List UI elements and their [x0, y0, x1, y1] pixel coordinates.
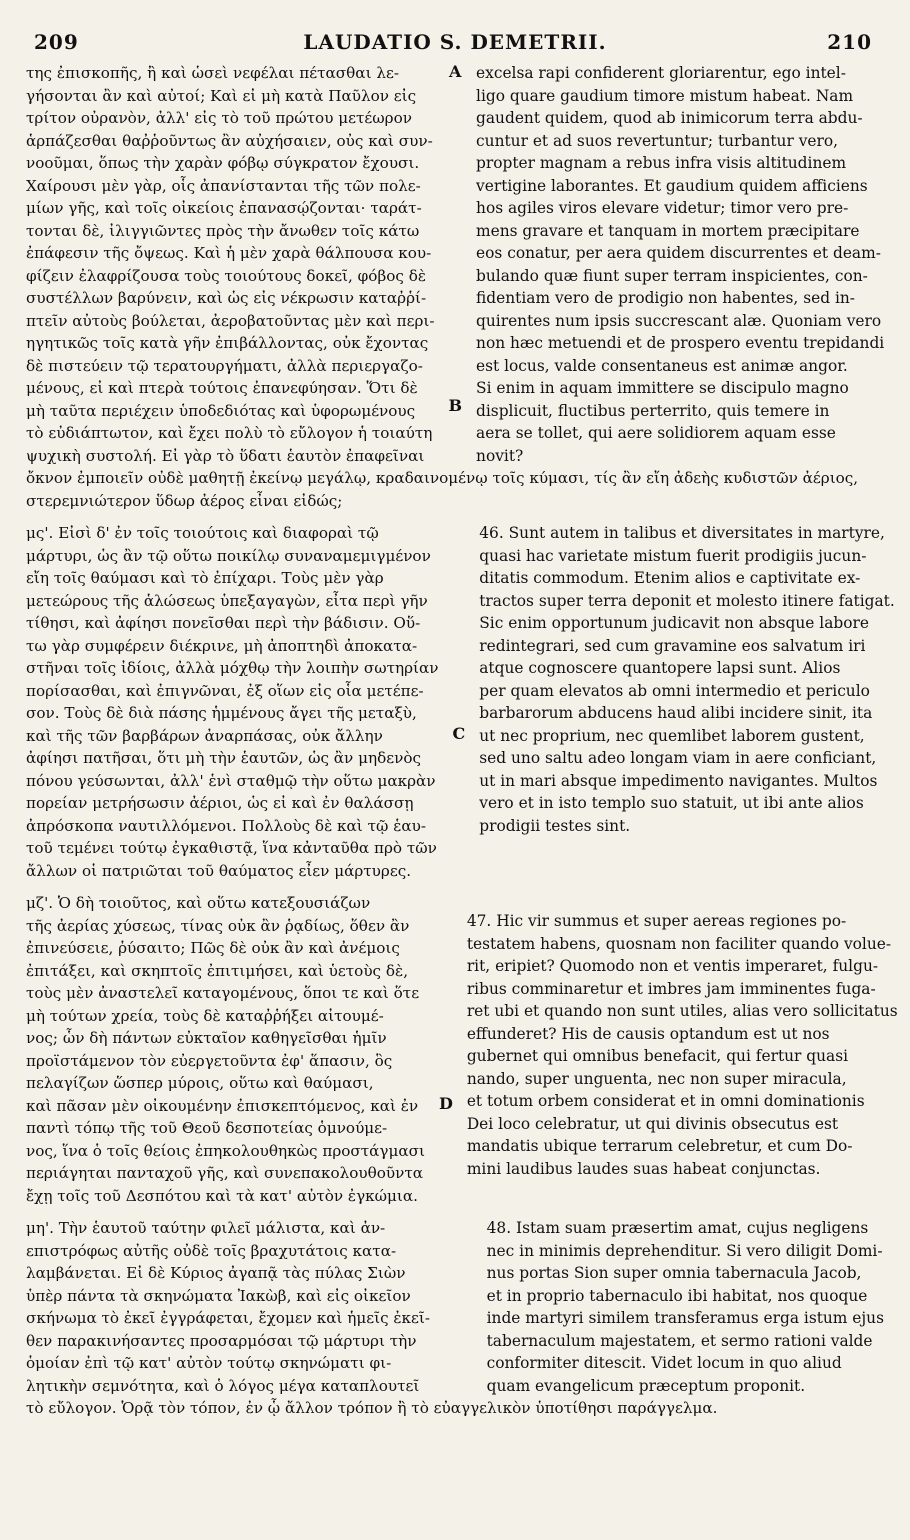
- greek-text-line: μζ'. Ὁ δὴ τοιοῦτος, καὶ οὕτω κατεξουσιάζων: [26, 894, 371, 912]
- latin-text-line: mens gravare et tanquam in mortem præcipitare: [476, 221, 860, 240]
- greek-text-line: πορείαν μετρήσωσιν ἀέριοι, ὡς εἰ καὶ ἐν θαλάσσῃ: [26, 794, 414, 812]
- greek-text-line: πορίσασθαι, καὶ ἐπιγνῶναι, ἐξ οἵων εἰς οἷα μετέπε-: [26, 681, 424, 700]
- latin-column: [476, 62, 884, 467]
- latin-column: [479, 522, 894, 837]
- section-4: [26, 1217, 884, 1397]
- running-header: [26, 22, 884, 62]
- right-page-number: 210: [827, 30, 872, 54]
- latin-text-line: per quam elevatos ab omni intermedio et periculo: [479, 681, 870, 700]
- marker-b: B: [448, 396, 463, 415]
- greek-text-line: τίθησι, καὶ ἀφίησι πονεῖσθαι περὶ τὴν βάδισιν. Οὕ-: [26, 614, 421, 632]
- greek-text-line: ψυχικὴ συστολή. Εἰ γὰρ τὸ ὕδατι ἑαυτὸν ἐπαφεῖναι: [26, 446, 425, 465]
- greek-text-line: καὶ τῆς τῶν βαρβάρων ἀναρπάσας, οὐκ ἄλλην: [26, 726, 383, 745]
- latin-text-line: eos conatur, per aera quidem discurrentes et deam-: [476, 244, 881, 262]
- greek-text-line: μένους, εἰ καὶ πτερὰ τούτοις ἐπανεφύησαν. Ὅτι δὲ: [26, 379, 418, 397]
- greek-text-line: ηγητικῶς τοῖς κατὰ γῆν ἐπιβάλλοντας, οὐκ ἔχοντας: [26, 334, 429, 352]
- greek-text-line: ὁμοίαν ἐπὶ τῷ κατ' αὐτὸν τούτῳ σκηνώματι φι-: [26, 1354, 392, 1372]
- latin-text-line: testatem habens, quosnam non faciliter quando volue-: [466, 934, 892, 953]
- latin-text-line: conformiter ditescit. Videt locum in quo aliud: [486, 1354, 842, 1372]
- latin-text-line: nando, super unguenta, nec non super miracula,: [466, 1069, 847, 1088]
- greek-text-line: τὸ εὔλογον. Ὁρᾷ τὸν τόπον, ἐν ᾧ ἄλλον τρόπον ἢ τὸ εὐαγγελικὸν ὑποτίθησι παράγγελμα.: [26, 1399, 718, 1417]
- greek-text-line: τοῦ τεμένει τούτῳ ἐγκαθιστᾷ, ἵνα κἀνταῦθα πρὸ τῶν: [26, 839, 437, 857]
- greek-text-line: σον. Τοὺς δὲ διὰ πάσης ἡμμένους ἄγει τῆς μεταξὺ,: [26, 704, 417, 722]
- greek-text-line: ἐπιτάξει, καὶ σκηπτοῖς ἐπιτιμήσει, καὶ ὑετοὺς δὲ,: [26, 961, 409, 980]
- latin-text-line: tabernaculum majestatem, et sermo rationi valde: [486, 1331, 873, 1350]
- latin-text-line: et in proprio tabernaculo ibi habitat, nos quoque: [486, 1286, 868, 1305]
- latin-text-line: rit, eripiet? Quomodo non et ventis imperaret, fulgu-: [466, 957, 879, 975]
- greek-text-line: παντὶ τόπῳ τῆς τοῦ Θεοῦ δεσποτείας ὁμνούμε-: [26, 1119, 388, 1137]
- greek-column: [26, 62, 435, 467]
- greek-text-line: θεν παρακινήσαντες προσαρμόσαι τῷ μάρτυρι τὴν: [26, 1331, 417, 1350]
- running-title: LAUDATIO S. DEMETRII.: [303, 30, 607, 54]
- latin-text-line: quirentes num ipsis succrescant alæ. Quoniam vero: [476, 311, 882, 330]
- latin-text-line: ligo quare gaudium timore mistum habeat. Nam: [476, 86, 854, 105]
- latin-text-line: Dei loco celebratur, ut qui divinis obsecutus est: [466, 1114, 839, 1133]
- latin-text-line: novit?: [476, 446, 524, 465]
- latin-column: [487, 1217, 884, 1397]
- latin-text-line: hos agiles viros elevare videtur; timor vero pre-: [476, 199, 849, 217]
- greek-text-line: Χαίρουσι μὲν γὰρ, οἷς ἀπανίστανται τῆς τῶν πολε-: [26, 176, 421, 195]
- latin-text-line: 46. Sunt autem in talibus et diversitates in martyre,: [479, 524, 885, 542]
- latin-text-line: non hæc metuendi et de prospero eventu trepidandi: [476, 334, 885, 352]
- greek-text-line: μὴ ταῦτα περιέχειν ὑποδεδιότας καὶ ὑφορωμένους: [26, 401, 416, 420]
- latin-text-line: displicuit, fluctibus perterrito, quis temere in: [476, 401, 830, 420]
- latin-text-line: mini laudibus laudes suas habeat conjunctas.: [466, 1159, 821, 1178]
- greek-text-line: γήσονται ἂν καὶ αὐτοί; Καὶ εἰ μὴ κατὰ Παῦλον εἰς: [26, 86, 417, 105]
- greek-text-line: συστέλλων βαρύνειν, καὶ ὡς εἰς νέκρωσιν καταῤῥί-: [26, 289, 427, 307]
- marker-a: A: [449, 62, 462, 81]
- greek-text-line: πελαγίζων ὥσπερ μύροις, οὕτω καὶ θαύμασι,: [26, 1074, 374, 1092]
- greek-text-line: ἁρπάζεσθαι θαῤῥοῦντως ἂν αὐχήσαιεν, οὐς καὶ συν-: [26, 131, 433, 150]
- greek-text-line: λαμβάνεται. Εἰ δὲ Κύριος ἀγαπᾷ τὰς πύλας Σιὼν: [26, 1264, 406, 1282]
- greek-text-line: λητικὴν σεμνότητα, καὶ ὁ λόγος μέγα καταπλουτεῖ: [26, 1376, 420, 1395]
- greek-text-line: τὸ εὐδιάπτωτον, καὶ ἔχει πολὺ τὸ εὔλογον ἡ τοιαύτη: [26, 424, 433, 442]
- greek-text-line: ἀπρόσκοπα ναυτιλλόμενοι. Πολλοὺς δὲ καὶ τῷ ἑαυ-: [26, 816, 426, 835]
- greek-text-line: μς'. Εἰσὶ δ' ἐν τοῖς τοιούτοις καὶ διαφοραὶ τῷ: [26, 524, 379, 542]
- greek-text-line: νοοῦμαι, ὅπως τὴν χαρὰν φόβῳ σύγκρατον ἔχουσι.: [26, 154, 420, 172]
- latin-text-line: mandatis ubique terrarum celebretur, et cum Do-: [466, 1137, 853, 1155]
- latin-text-line: redintegrari, sed cum gravamine eos salvatum iri: [479, 636, 866, 655]
- greek-full-width: [26, 1397, 884, 1420]
- greek-text-line: μίων γῆς, καὶ τοῖς οἰκείοις ἐπανασῴζονται· ταράτ-: [26, 199, 422, 217]
- latin-text-line: fidentiam vero de prodigio non habentes, sed in-: [476, 289, 855, 307]
- marker-d: D: [438, 1094, 453, 1113]
- greek-text-line: επιστρόφως αὐτῆς οὐδὲ τοῖς βραχυτάτοις κατα-: [26, 1241, 397, 1260]
- latin-text-line: ret ubi et quando non sunt utiles, alias vero sollicitatus: [466, 1002, 898, 1020]
- greek-text-line: μὴ τούτων χρεία, τοὺς δὲ καταῤῥήξει αἰτουμέ-: [26, 1006, 384, 1025]
- greek-text-line: εἴη τοῖς θαύμασι καὶ τὸ ἐπίχαρι. Τοὺς μὲν γὰρ: [26, 569, 384, 587]
- latin-text-line: nus portas Sion super omnia tabernacula Jacob,: [486, 1264, 862, 1282]
- greek-text-line: καὶ πᾶσαν μὲν οἰκουμένην ἐπισκεπτόμενος, καὶ ἐν: [26, 1096, 419, 1115]
- latin-text-line: atque cognoscere quantopere lapsi sunt. Alios: [479, 659, 841, 677]
- latin-text-line: et totum orbem considerat et in omni dominationis: [466, 1092, 865, 1110]
- greek-text-line: πτεῖν αὐτοὺς βούλεται, ἀεροβατοῦντας μὲν καὶ περι-: [26, 311, 435, 330]
- latin-text-line: aera se tollet, qui aere solidiorem aquam esse: [476, 424, 836, 442]
- margin-markers: [453, 522, 466, 743]
- latin-text-line: vero et in isto templo suo statuit, ut ibi ante alios: [479, 794, 864, 812]
- section-2: [26, 522, 895, 882]
- latin-text-line: est locus, valde consentaneus est animæ angor.: [476, 356, 848, 375]
- latin-text-line: Si enim in aquam immittere se discipulo magno: [476, 379, 849, 397]
- greek-column: [26, 892, 425, 1207]
- latin-text-line: vertigine laborantes. Et gaudium quidem afficiens: [476, 176, 868, 195]
- greek-text-line: στῆναι τοῖς ἰδίοις, ἀλλὰ μόχθῳ τὴν λοιπὴν σωτηρίαν: [26, 659, 439, 677]
- margin-markers: [449, 62, 463, 415]
- greek-text-line: νος; ὧν δὴ πάντων εὐκταῖον καθηγεῖσθαι ἡμῖν: [26, 1029, 387, 1047]
- latin-text-line: ut in mari absque impedimento navigantes. Multos: [479, 771, 878, 790]
- greek-text-line: ὑπὲρ πάντα τὰ σκηνώματα Ἰακὼβ, καὶ εἰς οἰκεῖον: [26, 1286, 411, 1305]
- marker-c: C: [452, 724, 466, 743]
- greek-text-line: νος, ἵνα ὁ τοῖς θείοις ἐπηκολουθηκὼς προστάγμασι: [26, 1141, 425, 1160]
- latin-text-line: inde martyri similem transferamus erga istum ejus: [486, 1309, 884, 1327]
- greek-text-line: περιάγηται πανταχοῦ γῆς, καὶ συνεπακολουθοῦντα: [26, 1164, 423, 1182]
- greek-text-line: δὲ πιστεύειν τῷ τερατουργήματι, ἀλλὰ περιεργαζο-: [26, 356, 423, 375]
- latin-text-line: tractos super terra deponit et molesto itinere fatigat.: [479, 591, 895, 610]
- latin-text-line: propter magnam a rebus infra visis altitudinem: [476, 154, 847, 172]
- greek-column: [26, 1217, 441, 1397]
- greek-text-line: μάρτυρι, ὡς ἂν τῷ οὕτω ποικίλῳ συναναμεμιγμένον: [26, 546, 431, 565]
- latin-column: [467, 910, 898, 1180]
- latin-text-line: nec in minimis deprehenditur. Si vero diligit Domi-: [486, 1241, 883, 1260]
- latin-text-line: ribus comminaretur et imbres jam imminentes fuga-: [466, 979, 876, 998]
- latin-text-line: barbarorum abducens haud alibi incidere sinit, ita: [479, 704, 873, 722]
- greek-text-line: τοὺς μὲν ἀναστελεῖ καταγομένους, ὅποι τε καὶ ὅτε: [26, 984, 420, 1002]
- greek-text-line: φίζειν ἐλαφρίζουσα τοὺς τοιούτους δοκεῖ, φόβος δὲ: [26, 266, 426, 285]
- greek-text-line: της ἐπισκοπῆς, ἢ καὶ ὡσεὶ νεφέλαι πέτασθαι λε-: [26, 64, 399, 82]
- latin-text-line: 48. Istam suam præsertim amat, cujus negligens: [486, 1219, 869, 1237]
- latin-text-line: cuntur et ad suos revertuntur; turbantur vero,: [476, 131, 839, 150]
- margin-markers: [439, 892, 453, 1113]
- greek-text-line: μη'. Τὴν ἑαυτοῦ ταύτην φιλεῖ μάλιστα, καὶ ἀν-: [26, 1219, 386, 1237]
- latin-text-line: gaudent quidem, quod ab inimicorum terra abdu-: [476, 109, 863, 127]
- greek-text-line: ἄλλων οἱ πατριῶται τοῦ θαύματος εἶεν μάρτυρες.: [26, 861, 412, 880]
- greek-text-line: τω γὰρ συμφέρειν διέκρινε, μὴ ἀποπτηδὶ ἀποκατα-: [26, 636, 418, 655]
- latin-text-line: Sic enim opportunum judicavit non absque labore: [479, 614, 869, 632]
- latin-text-line: 47. Hic vir summus et super aereas regiones po-: [466, 912, 847, 930]
- latin-text-line: ditatis commodum. Etenim alios e captivitate ex-: [479, 569, 861, 587]
- latin-text-line: quasi hac varietate mistum fuerit prodigiis jucun-: [479, 546, 867, 565]
- latin-text-line: prodigii testes sint.: [479, 816, 631, 835]
- latin-text-line: gubernet qui omnibus benefacit, qui fertur quasi: [466, 1047, 849, 1065]
- greek-full-width: [26, 467, 884, 512]
- greek-text-line: τονται δὲ, ἰλιγγιῶντες πρὸς τὴν ἄνωθεν τοῖς κάτω: [26, 221, 420, 240]
- greek-text-line: πόνου γεύσωνται, ἀλλ' ἑνὶ σταθμῷ τὴν οὕτω μακρὰν: [26, 771, 436, 790]
- greek-text-line: ἐπάφεσιν τῆς ὄψεως. Καὶ ἡ μὲν χαρὰ θάλπουσα κου-: [26, 244, 432, 262]
- section-3: [26, 892, 898, 1207]
- greek-text-line: ἀφίησι πατῆσαι, ὅτι μὴ τὴν ἑαυτῶν, ὡς ἂν μηδενὸς: [26, 749, 421, 767]
- left-page-number: 209: [34, 30, 79, 54]
- greek-text-line: τρίτον οὐρανὸν, ἀλλ' εἰς τὸ τοῦ πρώτου μετέωρον: [26, 109, 412, 127]
- greek-text-line: τῆς ἀερίας χύσεως, τίνας οὐκ ἂν ῥᾳδίως, ὅθεν ἂν: [26, 916, 410, 935]
- greek-text-line: μετεώρους τῆς ἁλώσεως ὑπεξαγαγὼν, εἶτα περὶ γῆν: [26, 591, 428, 610]
- greek-text-line: ὄκνον ἐμποιεῖν οὐδὲ μαθητῇ ἐκείνῳ μεγάλῳ, κραδαινομένῳ τοῖς κύμασι, τίς ἂν εἴη ἀδεὴς κυδιστῶν ἀέριος,: [26, 469, 859, 487]
- greek-text-line: στερεμνιώτερον ὕδωρ ἀέρος εἶναι εἰδώς;: [26, 491, 343, 510]
- text-body: [26, 62, 898, 1420]
- greek-text-line: ἔχῃ τοῖς τοῦ Δεσπότου καὶ τὰ κατ' αὐτὸν ἐγκώμια.: [26, 1186, 418, 1205]
- latin-text-line: bulando quæ fiunt super terram inspicientes, con-: [476, 266, 868, 285]
- latin-text-line: ut nec proprium, nec quemlibet laborem gustent,: [479, 726, 865, 745]
- latin-text-line: effunderet? His de causis optandum est ut nos: [466, 1024, 830, 1043]
- section-1: [26, 62, 884, 467]
- latin-text-line: sed uno saltu adeo longam viam in aere conficiant,: [479, 749, 877, 767]
- greek-column: [26, 522, 439, 882]
- latin-text-line: quam evangelicum præceptum proponit.: [486, 1376, 806, 1395]
- greek-text-line: σκήνωμα τὸ ἐκεῖ ἐγγράφεται, ἔχομεν καὶ ἡμεῖς ἐκεῖ-: [26, 1309, 431, 1327]
- latin-text-line: excelsa rapi confiderent gloriarentur, ego intel-: [476, 64, 846, 82]
- greek-text-line: ἐπινεύσειε, ῥύσαιτο; Πῶς δὲ οὐκ ἂν καὶ ἀνέμοις: [26, 939, 400, 957]
- greek-text-line: προϊστάμενον τὸν εὐεργετοῦντα ἐφ' ἅπασιν, ὃς: [26, 1051, 393, 1070]
